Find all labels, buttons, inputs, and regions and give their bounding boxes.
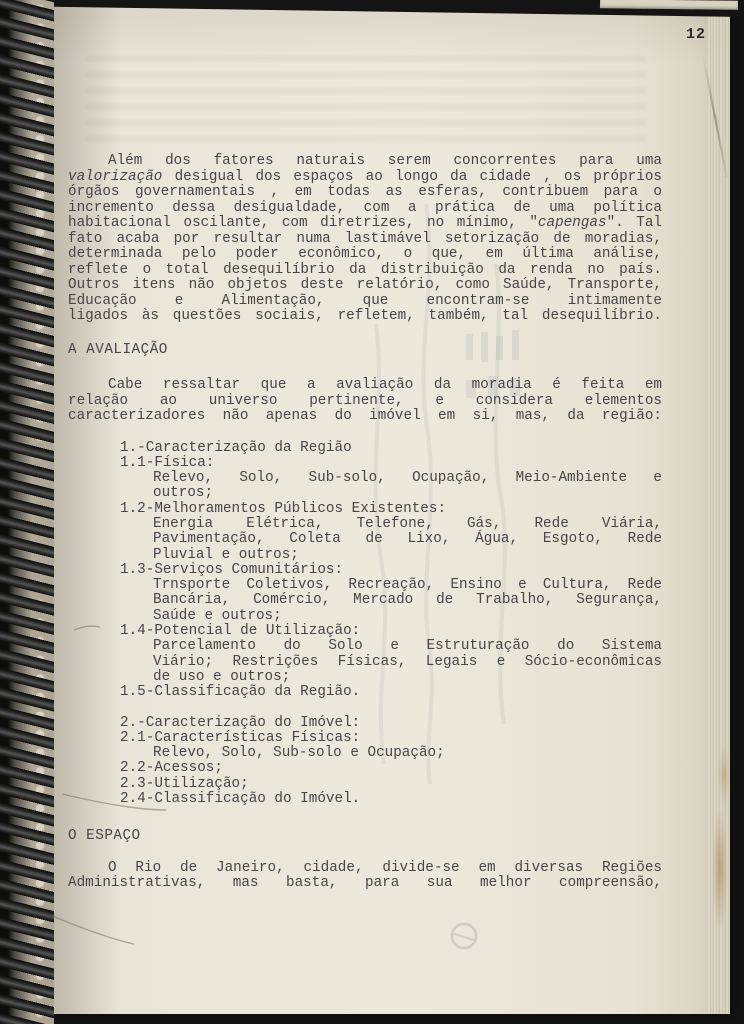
list-item-detail: Energia Elétrica, Telefone, Gás, Rede Viária,: [153, 515, 662, 532]
italic-word: valorização: [68, 168, 163, 185]
list-item-label: 1.3-Serviços Comunitários:: [120, 561, 344, 578]
list-item-detail: Bancária, Comércio, Mercado de Trabalho, Segurança,: [153, 592, 662, 609]
text-line: [68, 170, 662, 186]
section-heading-espaco: O ESPAÇO: [68, 828, 141, 845]
sheet-behind-edge: [600, 0, 738, 10]
list-item-detail: Parcelamento do Solo e Estruturação do Sistema: [153, 638, 662, 655]
stain: [718, 744, 730, 804]
text-span: habitacional oscilante, com diretrizes, no mínimo, ": [68, 215, 538, 231]
espaco-paragraph: [68, 861, 662, 892]
stain: [712, 809, 728, 929]
text-line: Administrativas, mas basta, para sua melhor compreensão,: [68, 875, 662, 892]
list-item-label: 2.3-Utilização;: [120, 775, 249, 792]
list-item-label: 2.-Caracterização do Imóvel:: [120, 714, 361, 731]
list-item-label: 1.-Caracterização da Região: [120, 439, 352, 456]
text-line: caracterizadores não apenas do imóvel em si, mas, da região:: [68, 408, 662, 424]
list-item-label: 1.4-Potencial de Utilização:: [120, 623, 361, 640]
text-line: reflete o total desequilíbrio da distribuição da renda no país.: [68, 261, 662, 278]
list-item-label: 2.1-Características Físicas:: [120, 729, 361, 746]
text-span: ". Tal: [606, 215, 663, 231]
list-item-detail: Relevo, Solo, Sub-solo e Ocupação;: [153, 745, 445, 762]
list-item-label: 2.2-Acessos;: [120, 760, 223, 777]
text-span: desigual dos espaços ao longo da cidade , os próprios: [174, 168, 662, 185]
list-item-label: 1.5-Classificação da Região.: [120, 684, 361, 701]
text-line: relação ao universo pertinente, e considera elementos: [68, 392, 662, 409]
spiral-binding: [0, 0, 54, 1024]
avaliacao-paragraph: [68, 378, 662, 425]
text-line: incremento dessa desigualdade, com a prática de uma política: [68, 199, 662, 216]
property-characterization-list: [68, 716, 662, 808]
text-line: ligados às questões sociais, refletem, também, tal desequilíbrio.: [68, 308, 662, 324]
list-item-detail: Relevo, Solo, Sub-solo, Ocupação, Meio-Ambiente e: [153, 470, 662, 487]
text-line: órgãos governamentais , em todas as esferas, contribuem para o: [68, 184, 662, 200]
text-line: Outros itens não objetos deste relatório, como Saúde, Transporte,: [68, 277, 662, 293]
list-item-detail: Saúde e outros;: [153, 607, 282, 624]
region-characterization-list: [68, 441, 662, 701]
section-heading-avaliacao: A AVALIAÇÃO: [68, 341, 168, 358]
list-item-detail: de uso e outros;: [153, 668, 291, 685]
list-item-detail: Viário; Restrições Físicas, Legais e Sócio-econômicas: [153, 653, 662, 670]
bleed-through-text-ghost: [86, 56, 646, 142]
list-item-label: 1.2-Melhoramentos Públicos Existentes:: [120, 500, 447, 517]
list-item-detail: outros;: [153, 485, 214, 502]
text-line: O Rio de Janeiro, cidade, divide-se em diversas Regiões: [108, 859, 662, 876]
page-number: 12: [686, 26, 707, 43]
text-line: Educação e Alimentação, que encontram-se intimamente: [68, 292, 662, 309]
document-page: [26, 4, 730, 1014]
list-item-label: 1.1-Física:: [120, 454, 215, 471]
text-line: Além dos fatores naturais serem concorrentes para uma: [108, 153, 662, 169]
page-content: [68, 154, 662, 892]
list-item-detail: Trnsporte Coletivos, Recreação, Ensino e Cultura, Rede: [153, 577, 662, 594]
text-line: determinada pelo poder econômico, o que, em última análise,: [68, 246, 662, 262]
text-line: Cabe ressaltar que a avaliação da moradia é feita em: [108, 377, 662, 393]
text-line: [68, 216, 662, 232]
list-item-label: 2.4-Classificação do Imóvel.: [120, 791, 361, 808]
list-item-detail: Pavimentação, Coleta de Lixo, Água, Esgoto, Rede: [153, 531, 662, 548]
list-item-detail: Pluvial e outros;: [153, 546, 299, 563]
text-line: fato acaba por resultar numa lastimável setorização de moradias,: [68, 230, 662, 247]
italic-word: capengas: [537, 215, 607, 231]
intro-paragraph: [68, 154, 662, 325]
